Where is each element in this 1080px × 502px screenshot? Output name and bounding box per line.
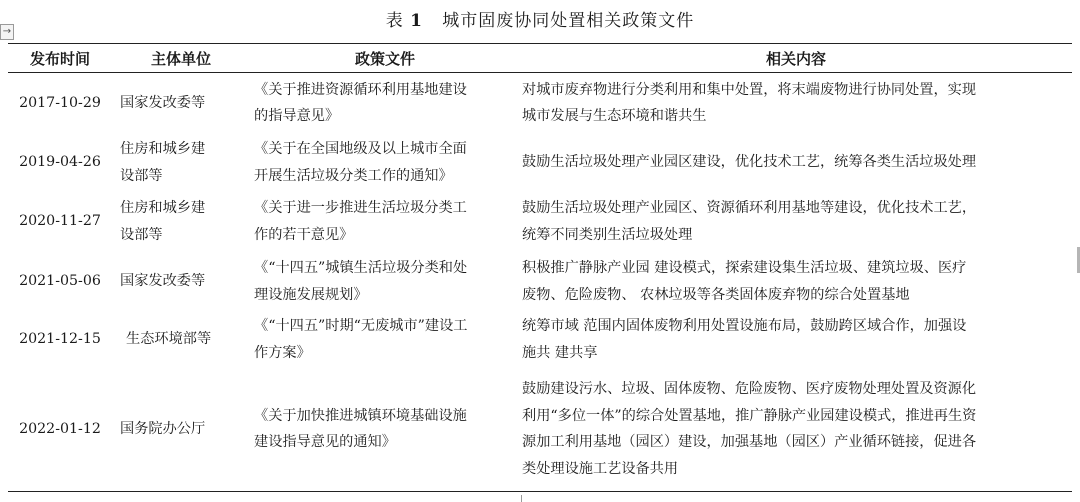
- cell-unit: [112, 368, 250, 492]
- content-line: 源加工利用基地（园区）建设，加强基地（园区）产业循环链接，促进各: [522, 434, 977, 451]
- table-caption: [0, 6, 1080, 31]
- content-line: 鼓励生活垃圾处理产业园区、资源循环利用基地等建设，优化技术工艺，: [522, 200, 977, 216]
- content-line: 对城市废弃物进行分类利用和集中处置，将末端废物进行协同处置，实现: [522, 81, 977, 98]
- cell-policy: [250, 368, 520, 492]
- policy-line: 《关于加快推进城镇环境基础设施: [254, 407, 467, 424]
- cell-policy: [250, 312, 520, 368]
- unit-line: 国家发改委等: [120, 273, 206, 290]
- arrow-right-icon[interactable]: →: [0, 24, 14, 40]
- cell-unit: [112, 312, 250, 368]
- policy-line: 建设指导意见的通知》: [254, 434, 396, 451]
- cell-policy: [250, 73, 520, 134]
- policy-table: [8, 43, 1072, 492]
- unit-line: 住房和城乡建: [120, 200, 206, 216]
- cell-unit: [112, 192, 250, 252]
- content-line: 积极推广静脉产业园 建设模式，探索建设集生活垃圾、建筑垃圾、医疗: [522, 260, 967, 276]
- policy-line: 理设施发展规划》: [254, 286, 368, 303]
- content-line: 类处理设施工艺设备共用: [522, 460, 679, 477]
- header-row: [8, 44, 1072, 73]
- policy-line: 的指导意见》: [254, 108, 340, 125]
- caption-prefix: 表: [385, 11, 404, 31]
- cell-date: 2019-04-26: [19, 154, 101, 171]
- policy-table-wrapper: [8, 43, 1072, 492]
- table-row: [8, 134, 1072, 192]
- policy-line: 开展生活垃圾分类工作的通知》: [254, 167, 453, 184]
- cell-date: 2020-11-27: [19, 213, 101, 230]
- policy-line: 《“十四五”时期“无废城市”建设工: [254, 318, 468, 334]
- content-line: 城市发展与生态环境和谐共生: [522, 108, 707, 125]
- cell-policy: [250, 192, 520, 252]
- policy-line: 《关于推进资源循环利用基地建设: [254, 81, 467, 98]
- table-row: [8, 192, 1072, 252]
- cell-content: [520, 252, 1072, 312]
- header-content: 相关内容: [765, 49, 826, 68]
- unit-line: 住房和城乡建: [120, 141, 206, 157]
- policy-line: 作的若干意见》: [254, 226, 354, 243]
- header-unit: 主体单位: [150, 49, 211, 68]
- unit-line: 国务院办公厅: [120, 421, 206, 437]
- unit-line: 国家发改委等: [120, 95, 206, 111]
- page-divider-mark: [521, 495, 522, 502]
- cell-date: 2021-05-06: [19, 273, 101, 290]
- cell-unit: [112, 134, 250, 192]
- unit-line: 设部等: [120, 167, 163, 184]
- content-line: 废物、危险废物、 农林垃圾等各类固体废弃物的综合处置基地: [522, 286, 910, 303]
- table-body: [8, 73, 1072, 492]
- unit-line: 设部等: [120, 226, 163, 243]
- cell-content: [520, 368, 1072, 492]
- header-policy: 政策文件: [354, 49, 415, 68]
- content-line: 鼓励生活垃圾处理产业园区建设，优化技术工艺，统筹各类生活垃圾处理: [522, 154, 977, 171]
- content-line: 利用“多位一体”的综合处置基地，推广静脉产业园建设模式，推进再生资: [522, 407, 977, 424]
- table-row: [8, 252, 1072, 312]
- unit-line: 生态环境部等: [126, 331, 212, 348]
- content-line: 鼓励建设污水、垃圾、固体废物、危险废物、医疗废物处理处置及资源化: [522, 381, 977, 398]
- cell-date: 2017-10-29: [19, 95, 101, 111]
- policy-line: 《关于进一步推进生活垃圾分类工: [254, 200, 467, 216]
- table-row: [8, 73, 1072, 134]
- cell-content: [520, 192, 1072, 252]
- cell-unit: [112, 252, 250, 312]
- cell-content: [520, 134, 1072, 192]
- cell-content: [520, 312, 1072, 368]
- content-line: 统筹不同类别生活垃圾处理: [522, 226, 693, 243]
- header-date: 发布时间: [29, 49, 90, 68]
- content-line: 统筹市域 范围内固体废物利用处置设施布局，鼓励跨区域合作，加强设: [522, 318, 967, 334]
- policy-line: 作方案》: [254, 344, 311, 361]
- cell-date: 2022-01-12: [19, 421, 101, 437]
- cell-date: 2021-12-15: [19, 331, 101, 348]
- cell-policy: [250, 134, 520, 192]
- table-row: [8, 312, 1072, 368]
- policy-line: 《关于在全国地级及以上城市全面: [254, 141, 467, 157]
- table-row: [8, 368, 1072, 492]
- cell-content: [520, 73, 1072, 134]
- cell-unit: [112, 73, 250, 134]
- content-line: 施共 建共享: [522, 344, 598, 361]
- caption-number: 1: [410, 11, 424, 31]
- cell-policy: [250, 252, 520, 312]
- caption-title: 城市固废协同处置相关政策文件: [442, 11, 695, 31]
- policy-line: 《“十四五”城镇生活垃圾分类和处: [254, 260, 468, 276]
